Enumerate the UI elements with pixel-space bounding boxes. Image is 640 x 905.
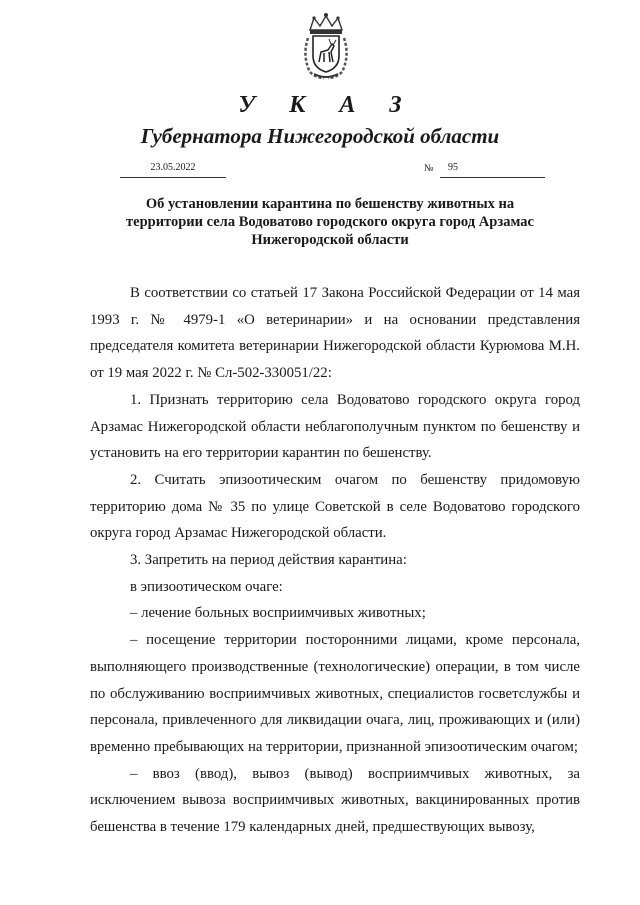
- document-subject: Об установлении карантина по бешенству животных на территории села Водоватово городского округа город Арзамас Нижегородской области: [126, 196, 534, 248]
- document-body: [90, 280, 580, 841]
- document-date: 23.05.2022: [120, 161, 226, 178]
- paragraph: 1. Признать территорию села Водоватово городского округа город Арзамас Нижегородской области неблагополучным пунктом по бешенству и установить на его территории карантин по бешенству.: [90, 391, 580, 462]
- paragraph: – лечение больных восприимчивых животных;: [130, 605, 426, 622]
- paragraph: – ввоз (ввод), вывоз (вывод) восприимчивых животных, за исключением вывоза восприимчивых животных, вакцинированных против бешенства в течение 179 календарных дней, предшествующих вывозу,: [90, 765, 580, 836]
- paragraph: в эпизоотическом очаге:: [130, 578, 283, 595]
- document-type-title: У К А З: [238, 92, 416, 118]
- paragraph: В соответствии со статьей 17 Закона Российской Федерации от 14 мая 1993 г. № 4979-1 «О ветеринарии» и на основании представления председателя комитета ветеринарии Нижегородской области Курюмова М.Н. от 19 мая 2022 г. № Сл-502-330051/22:: [90, 285, 580, 382]
- paragraph: 2. Считать эпизоотическим очагом по бешенству придомовую территорию дома № 35 по улице Советской в селе Водоватово городского округа город Арзамас Нижегородской области.: [90, 471, 580, 542]
- paragraph: 3. Запретить на период действия карантина:: [130, 552, 407, 569]
- document-number: 95: [448, 162, 458, 173]
- document-number-field: [440, 161, 545, 178]
- document-issuer: Губернатора Нижегородской области: [140, 124, 500, 148]
- nizhny-novgorod-coat-of-arms-icon: [300, 12, 352, 80]
- number-label: №: [424, 163, 434, 174]
- paragraph: – посещение территории посторонними лицами, кроме персонала, выполняющего производственные (технологические) операции, в том числе по обслуживанию восприимчивых животных, специалистов госветслужбы и персонала, привлеченного для ликвидации очага, лиц, проживающих и (или) временно пребывающих на территории, признанной эпизоотическим очагом;: [90, 632, 580, 755]
